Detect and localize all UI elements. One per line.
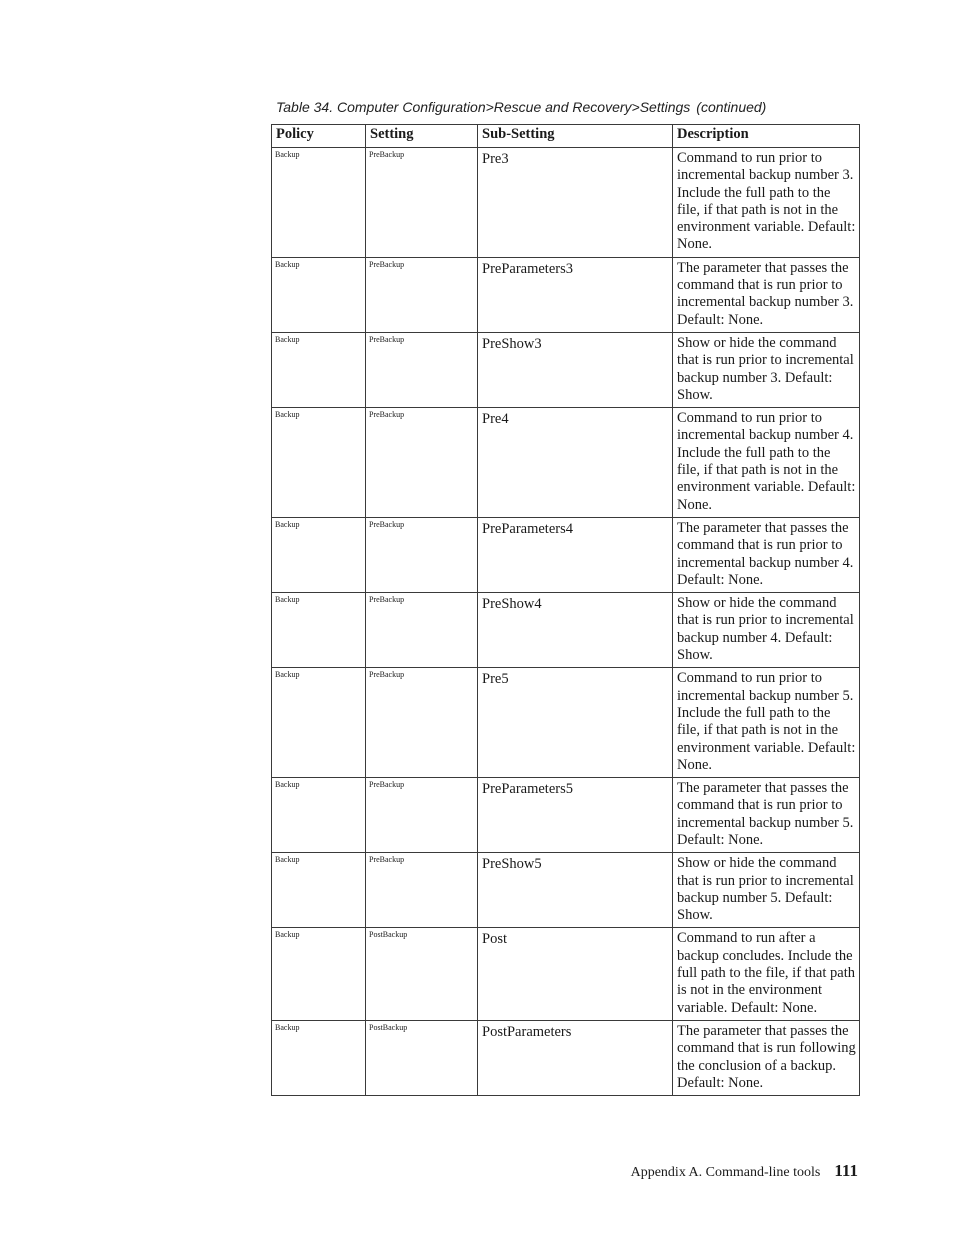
cell-setting: PreBackup bbox=[366, 408, 478, 518]
cell-description: The parameter that passes the command that is run following the conclusion of a backup. Default: None. bbox=[673, 1020, 860, 1095]
cell-policy: Backup bbox=[272, 593, 366, 668]
cell-setting: PreBackup bbox=[366, 778, 478, 853]
cell-description: Command to run prior to incremental backup number 4. Include the full path to the file, if that path is not in the environment variable. Default: None. bbox=[673, 408, 860, 518]
cell-policy: Backup bbox=[272, 148, 366, 258]
cell-policy: Backup bbox=[272, 853, 366, 928]
cell-sub-setting: Post bbox=[478, 928, 673, 1020]
table-row bbox=[272, 928, 860, 1020]
cell-policy: Backup bbox=[272, 1020, 366, 1095]
cell-description: The parameter that passes the command that is run prior to incremental backup number 5. Default: None. bbox=[673, 778, 860, 853]
header-setting: Setting bbox=[366, 125, 478, 148]
table-row bbox=[272, 408, 860, 518]
cell-description: Command to run after a backup concludes. Include the full path to the file, if that path is not in the environment variable. Default: None. bbox=[673, 928, 860, 1020]
cell-description: The parameter that passes the command that is run prior to incremental backup number 4. Default: None. bbox=[673, 517, 860, 592]
cell-policy: Backup bbox=[272, 928, 366, 1020]
cell-policy: Backup bbox=[272, 332, 366, 407]
table-row bbox=[272, 853, 860, 928]
cell-setting: PostBackup bbox=[366, 928, 478, 1020]
cell-policy: Backup bbox=[272, 517, 366, 592]
cell-policy: Backup bbox=[272, 257, 366, 332]
table-row bbox=[272, 257, 860, 332]
page-number: 111 bbox=[834, 1161, 858, 1180]
header-description: Description bbox=[673, 125, 860, 148]
cell-sub-setting: Pre5 bbox=[478, 668, 673, 778]
header-sub-setting: Sub-Setting bbox=[478, 125, 673, 148]
cell-sub-setting: PreShow4 bbox=[478, 593, 673, 668]
page-footer bbox=[631, 1161, 858, 1181]
cell-setting: PreBackup bbox=[366, 257, 478, 332]
cell-description: Command to run prior to incremental backup number 3. Include the full path to the file, if that path is not in the environment variable. Default: None. bbox=[673, 148, 860, 258]
cell-sub-setting: PostParameters bbox=[478, 1020, 673, 1095]
header-policy: Policy bbox=[272, 125, 366, 148]
cell-description: Command to run prior to incremental backup number 5. Include the full path to the file, if that path is not in the environment variable. Default: None. bbox=[673, 668, 860, 778]
table-body bbox=[272, 148, 860, 1096]
cell-setting: PreBackup bbox=[366, 593, 478, 668]
cell-description: Show or hide the command that is run prior to incremental backup number 5. Default: Show. bbox=[673, 853, 860, 928]
caption-title: Table 34. Computer Configuration>Rescue and Recovery>Settings bbox=[276, 99, 691, 115]
cell-description: Show or hide the command that is run prior to incremental backup number 3. Default: Show. bbox=[673, 332, 860, 407]
cell-sub-setting: PreShow5 bbox=[478, 853, 673, 928]
footer-label: Appendix A. Command-line tools bbox=[630, 1165, 821, 1180]
cell-description: Show or hide the command that is run prior to incremental backup number 4. Default: Show. bbox=[673, 593, 860, 668]
table-row bbox=[272, 332, 860, 407]
cell-sub-setting: PreParameters5 bbox=[478, 778, 673, 853]
cell-policy: Backup bbox=[272, 668, 366, 778]
table-row bbox=[272, 593, 860, 668]
cell-sub-setting: Pre3 bbox=[478, 148, 673, 258]
settings-table bbox=[271, 124, 860, 1096]
table-row bbox=[272, 148, 860, 258]
cell-setting: PostBackup bbox=[366, 1020, 478, 1095]
cell-setting: PreBackup bbox=[366, 332, 478, 407]
cell-policy: Backup bbox=[272, 778, 366, 853]
table-row bbox=[272, 1020, 860, 1095]
cell-policy: Backup bbox=[272, 408, 366, 518]
cell-sub-setting: PreShow3 bbox=[478, 332, 673, 407]
cell-setting: PreBackup bbox=[366, 668, 478, 778]
table-row bbox=[272, 668, 860, 778]
table-header-row bbox=[272, 125, 860, 148]
cell-setting: PreBackup bbox=[366, 148, 478, 258]
cell-sub-setting: Pre4 bbox=[478, 408, 673, 518]
caption-continued: (continued) bbox=[696, 99, 767, 115]
table-row bbox=[272, 778, 860, 853]
cell-description: The parameter that passes the command that is run prior to incremental backup number 3. Default: None. bbox=[673, 257, 860, 332]
table-row bbox=[272, 517, 860, 592]
cell-setting: PreBackup bbox=[366, 853, 478, 928]
cell-sub-setting: PreParameters3 bbox=[478, 257, 673, 332]
cell-setting: PreBackup bbox=[366, 517, 478, 592]
table-caption bbox=[276, 99, 766, 115]
cell-sub-setting: PreParameters4 bbox=[478, 517, 673, 592]
